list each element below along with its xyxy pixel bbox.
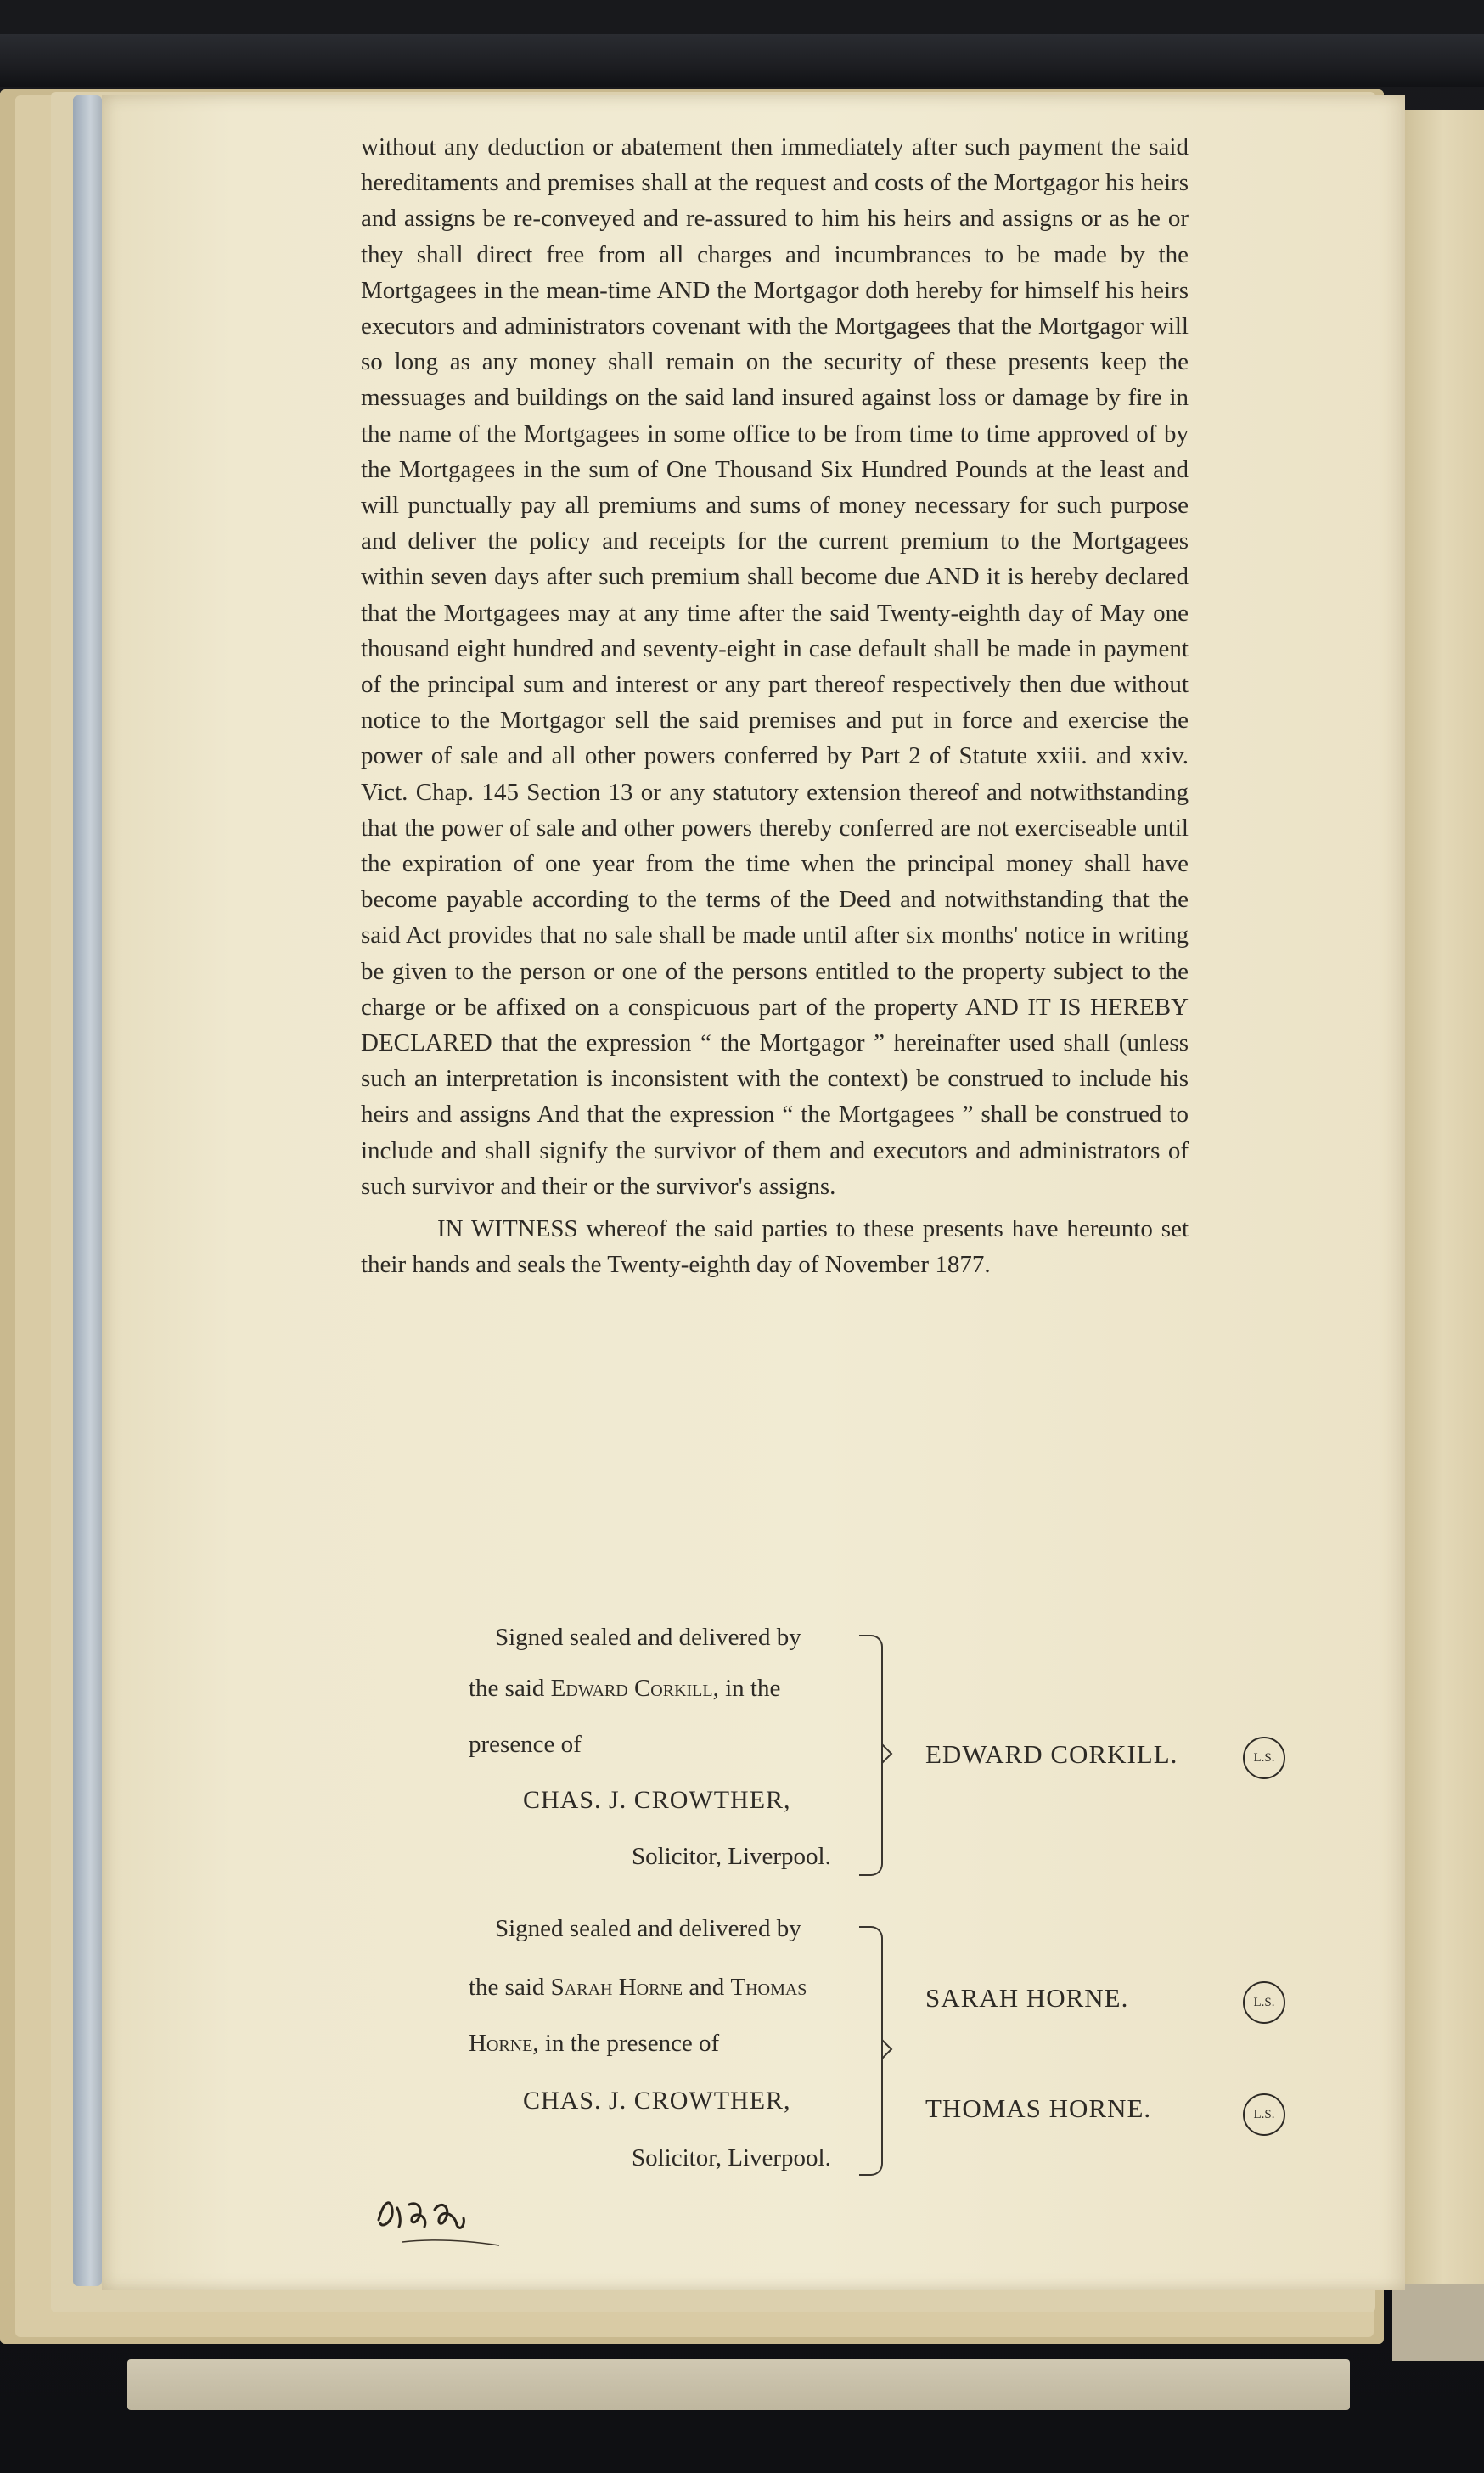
sig1-line-2-suffix: , in the — [712, 1675, 781, 1702]
sig2-signer-1: SARAH HORNE. — [925, 1983, 1129, 2013]
deed-body-paragraph: without any deduction or abatement then immediately after such payment the said hereditaments and premises shall at the request and costs of the Mortgagor his heirs and assigns be re-conveyed and re-assured to him his heirs and assigns or as he or they shall direct free from all charges and incumbrances to be made by the Mortgagees in the mean-time AND the Mortgagor doth hereby for himself his heirs executors and administrators covenant with the Mortgagees that the Mortgagor will so long as any money shall remain on the security of these presents keep the messuages and buildings on the said land insured against loss or damage by fire in the name of the Mortgagees in some office to be from time to time approved of by the Mortgagees in the sum of One Thousand Six Hundred Pounds at the least and will punctually pay all premiums and sums of money necessary for such purpose and deliver the policy and receipts for the current premium to the Mortgagees within seven days after such premium shall become due AND it is hereby declared that the Mortgagees may at any time after the said Twenty-eighth day of May one thousand eight hundred and seventy-eight in case default shall be made in payment of the principal sum and interest or any part thereof respectively then due without notice to the Mortgagor sell the said premises and put in force and exercise the power of sale and all other powers conferred by Part 2 of Statute xxiii. and xxiv. Vict. Chap. 145 Section 13 or any statutory extension thereof and notwithstanding that the power of sale and other powers thereby conferred are not exerciseable until the expiration of one year from the time when the principal money shall have become payable according to the terms of the Deed and notwithstanding that the said Act provides that no sale shall be made until after six months' notice in writing be given to the person or one of the persons entitled to the property subject to the charge or be affixed on a conspicuous part of the property AND IT IS HEREBY DECLARED that the expression “ the Mortgagor ” hereinafter used shall (unless such an interpretation is inconsistent with the context) be construed to include his heirs and assigns And that the expression “ the Mortgagees ” shall be construed to include and shall signify the survivor of them and executors and administrators of such survivor and their or the survivor's assigns. — [361, 133, 1189, 1200]
seal-icon: L.S. — [1243, 2093, 1285, 2136]
sig1-line-3: presence of — [469, 1731, 582, 1758]
sig2-party-name-1: Sarah Horne — [550, 1974, 683, 2001]
sig2-line-3-suffix: , in the presence of — [532, 2030, 720, 2057]
sig2-line-2-mid: and — [683, 1974, 731, 2001]
sig2-line-2-prefix: the said — [469, 1974, 551, 2001]
sig2-witness-name: CHAS. J. CROWTHER, — [523, 2087, 791, 2115]
sig1-witness-name: CHAS. J. CROWTHER, — [523, 1786, 791, 1814]
sig2-line-1: Signed sealed and delivered by — [495, 1915, 801, 1942]
handwritten-annotation-icon — [372, 2176, 525, 2252]
sig1-line-2-prefix: the said — [469, 1675, 551, 1702]
sig1-line-2 — [469, 1675, 780, 1703]
witness-clause — [361, 1211, 1189, 1282]
sig1-signer: EDWARD CORKILL. — [925, 1739, 1178, 1769]
sig2-party-name-2: Thomas — [730, 1974, 807, 2001]
sig2-party-surname: Horne — [469, 2030, 533, 2057]
sig1-witness-title: Solicitor, Liverpool. — [632, 1843, 831, 1870]
seal-icon: L.S. — [1243, 1981, 1285, 2024]
sig1-line-1: Signed sealed and delivered by — [495, 1624, 801, 1651]
sig2-witness-title: Solicitor, Liverpool. — [632, 2144, 831, 2172]
sig1-party-name: Edward Corkill — [550, 1675, 713, 1702]
sig2-line-2 — [469, 1974, 807, 2002]
deed-text — [361, 129, 1189, 1283]
adjacent-page — [1402, 110, 1484, 2284]
page-edge-bottom — [127, 2359, 1350, 2410]
seal-icon: L.S. — [1243, 1737, 1285, 1779]
witness-rest: whereof the said parties to these presents have hereunto set their hands and seals the Twenty-eighth day of November 1877. — [361, 1215, 1189, 1279]
book-binding — [0, 34, 1484, 87]
witness-lead: IN WITNESS — [437, 1215, 578, 1243]
sig2-line-3 — [469, 2030, 719, 2058]
sig2-signer-2: THOMAS HORNE. — [925, 2093, 1152, 2123]
page-edge-tinted — [73, 95, 102, 2286]
adjacent-page-strip — [1392, 2284, 1484, 2361]
